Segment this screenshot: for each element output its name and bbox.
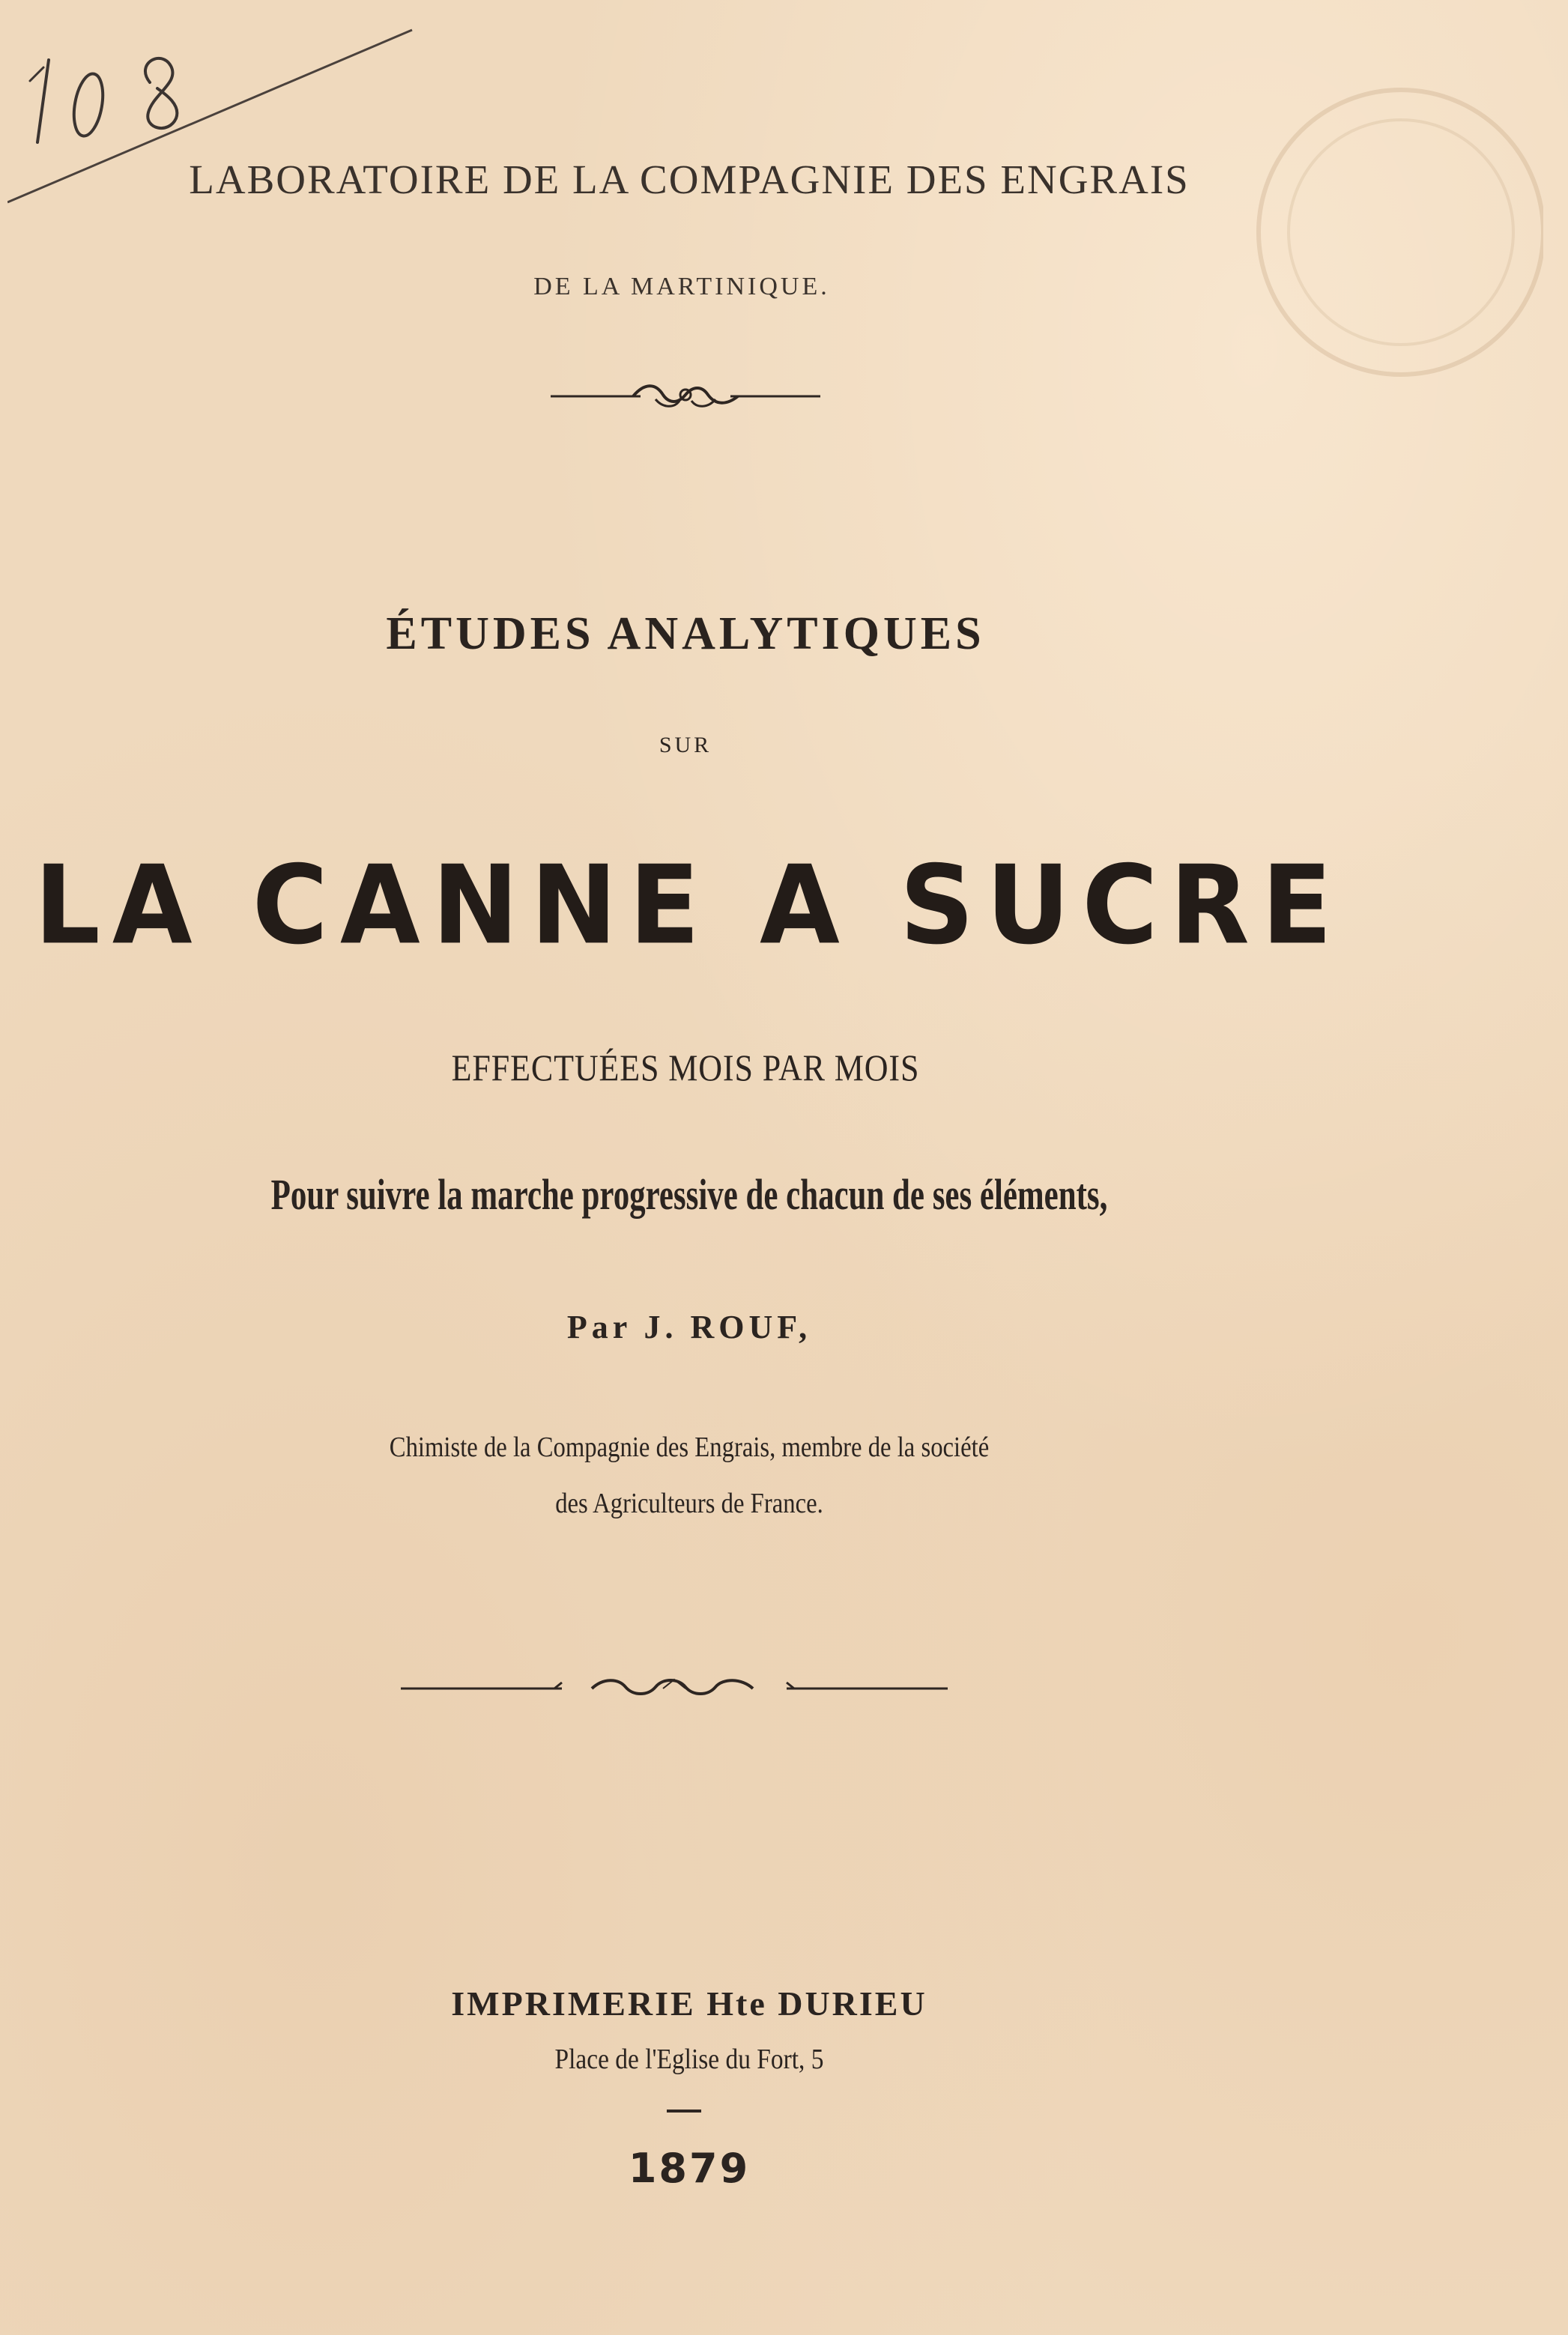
main-title: LA CANNE A SUCRE <box>34 841 1345 969</box>
publication-year: 1879 <box>628 2145 751 2192</box>
imprint-rule <box>667 2110 701 2113</box>
martinique-heading: DE LA MARTINIQUE. <box>533 273 830 300</box>
ornament-divider-top <box>551 378 820 413</box>
embossed-stamp <box>1229 45 1543 464</box>
author-role-line-2: des Agriculteurs de France. <box>555 1488 823 1519</box>
printer-address: Place de l'Eglise du Fort, 5 <box>554 2044 824 2075</box>
subtitle: EFFECTUÉES MOIS PAR MOIS <box>451 1047 920 1088</box>
title-connector: SUR <box>659 733 712 757</box>
author-byline: Par J. ROUF, <box>566 1309 812 1345</box>
purpose-line: Pour suivre la marche progressive de chacun de ses éléments, <box>270 1170 1108 1219</box>
ornament-divider-bottom <box>401 1672 948 1702</box>
pre-title: ÉTUDES ANALYTIQUES <box>386 608 985 659</box>
author-role-line-1: Chimiste de la Compagnie des Engrais, membre de la société <box>389 1432 990 1463</box>
laboratory-heading: LABORATOIRE DE LA COMPAGNIE DES ENGRAIS <box>189 157 1190 202</box>
printer-name: IMPRIMERIE Hte DURIEU <box>451 1984 927 2023</box>
